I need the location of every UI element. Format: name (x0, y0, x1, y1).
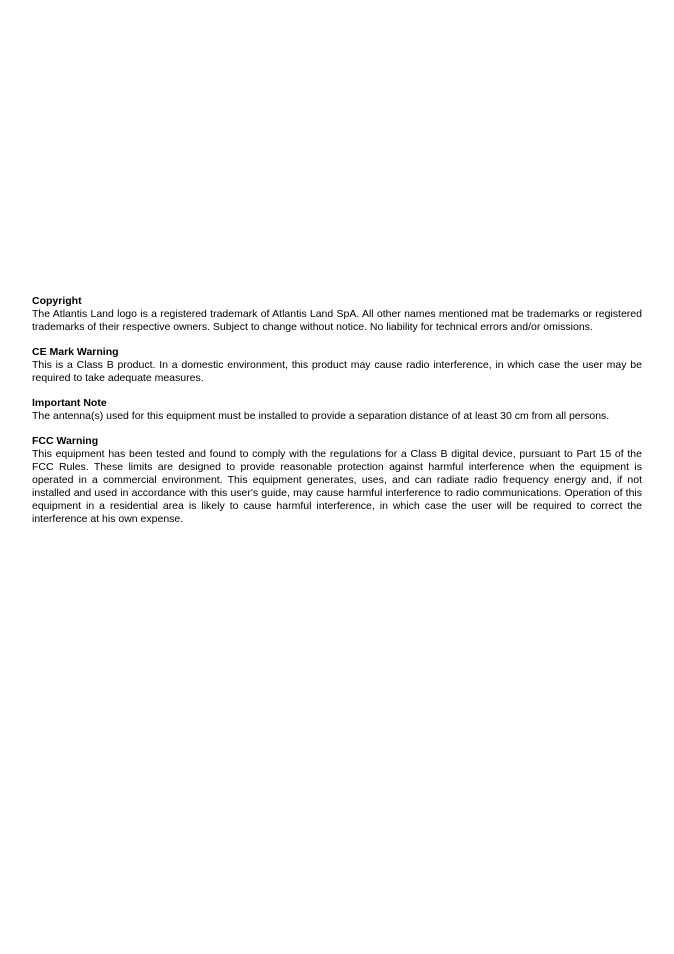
important-note-heading: Important Note (32, 397, 107, 409)
ce-mark-warning-section (32, 346, 642, 385)
copyright-heading: Copyright (32, 295, 82, 307)
fcc-warning-section (32, 435, 642, 526)
copyright-section (32, 295, 642, 334)
copyright-text: The Atlantis Land logo is a registered trademark of Atlantis Land SpA. All other names mentioned mat be trademarks or registered trademarks of their respective owners. Subject to change without notice. No liability for technical errors and/or omissions. (32, 308, 642, 333)
ce-mark-warning-heading: CE Mark Warning (32, 346, 119, 358)
important-note-text: The antenna(s) used for this equipment must be installed to provide a separation distance of at least 30 cm from all persons. (32, 410, 610, 422)
document-page (32, 295, 642, 538)
ce-mark-warning-text: This is a Class B product. In a domestic environment, this product may cause radio interference, in which case the user may be required to take adequate measures. (32, 359, 642, 384)
important-note-section (32, 397, 642, 423)
fcc-warning-heading: FCC Warning (32, 435, 99, 447)
fcc-warning-text: This equipment has been tested and found to comply with the regulations for a Class B digital device, pursuant to Part 15 of the FCC Rules. These limits are designed to provide reasonable protection against harmful interference when the equipment is operated in a commercial environment. This equipment generates, uses, and can radiate radio frequency energy and, if not installed and used in accordance with this user's guide, may cause harmful interference to radio communications. Operation of this equipment in a residential area is likely to cause harmful interference, in which case the user will be required to correct the interference at his own expense. (32, 448, 642, 525)
